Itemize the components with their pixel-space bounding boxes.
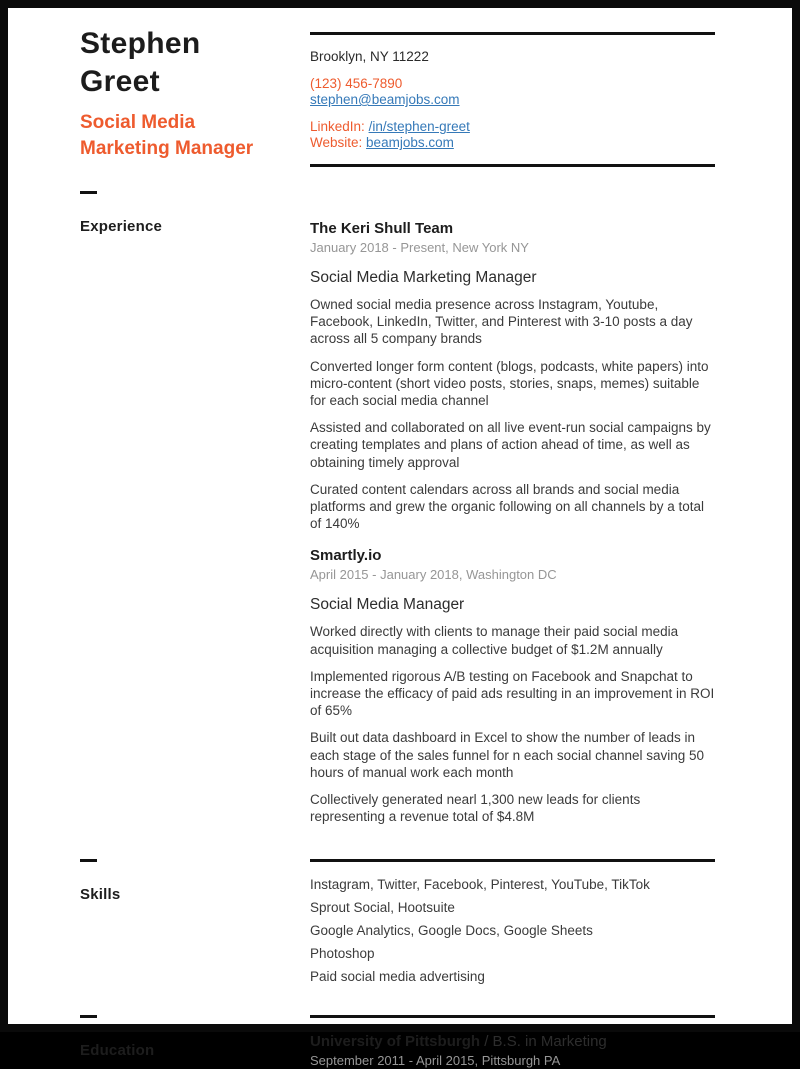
job-bullet: Collectively generated nearl 1,300 new leads for clients representing a revenue total of $4.8M bbox=[310, 792, 641, 825]
headline-job-title bbox=[80, 110, 310, 162]
skills-content bbox=[310, 859, 715, 991]
section-experience bbox=[80, 191, 715, 835]
job-bullet: Worked directly with clients to manage their paid social media acquisition managing a collective budget of $1.2M annually bbox=[310, 624, 679, 657]
job-bullet: Assisted and collaborated on all live event-run social campaigns by creating templates and plans of action ahead of time, as well as obtaining timely approval bbox=[310, 420, 711, 470]
name-line-1: Stephen bbox=[80, 27, 201, 60]
skills-heading: Skills bbox=[80, 886, 121, 904]
person-name bbox=[80, 25, 310, 101]
skill-item: Paid social media advertising bbox=[310, 969, 485, 985]
website-link[interactable]: beamjobs.com bbox=[366, 135, 454, 150]
education-dates: September 2011 - April 2015, Pittsburgh PA bbox=[310, 1053, 561, 1069]
name-block bbox=[80, 25, 310, 167]
job-dates: January 2018 - Present, New York NY bbox=[310, 240, 529, 255]
job-dates: April 2015 - January 2018, Washington DC bbox=[310, 567, 557, 583]
skill-item: Google Analytics, Google Docs, Google Sheets bbox=[310, 923, 593, 939]
section-skills bbox=[80, 859, 715, 991]
education-content bbox=[310, 1015, 715, 1069]
education-degree-line bbox=[310, 1032, 715, 1051]
job-bullet: Curated content calendars across all brands and social media platforms and grew the organic following on all channels by a total of 140% bbox=[310, 481, 704, 532]
contact-email-link[interactable]: stephen@beamjobs.com bbox=[310, 92, 460, 107]
headline-line-2: Marketing Manager bbox=[80, 138, 254, 159]
experience-heading-block bbox=[80, 191, 310, 835]
section-dash bbox=[80, 1015, 97, 1018]
linkedin-link[interactable]: /in/stephen-greet bbox=[368, 119, 470, 134]
job-entry bbox=[310, 546, 715, 825]
experience-content bbox=[310, 191, 715, 835]
linkedin-label: LinkedIn: bbox=[310, 119, 365, 134]
company-name: Smartly.io bbox=[310, 547, 382, 565]
website-label: Website: bbox=[310, 135, 363, 150]
name-line-2: Greet bbox=[80, 65, 160, 98]
skill-item: Sprout Social, Hootsuite bbox=[310, 900, 455, 916]
company-name: The Keri Shull Team bbox=[310, 220, 454, 237]
job-title: Social Media Manager bbox=[310, 596, 465, 614]
job-bullet: Owned social media presence across Instagram, Youtube, Facebook, LinkedIn, Twitter, and Pinterest with 3-10 posts a day across all 5 company brands bbox=[310, 297, 693, 347]
job-title: Social Media Marketing Manager bbox=[310, 269, 537, 286]
education-heading-block bbox=[80, 1015, 310, 1069]
job-bullet: Implemented rigorous A/B testing on Facebook and Snapchat to increase the efficacy of paid ads resulting in an improvement in ROI of 65% bbox=[310, 668, 715, 719]
contact-box bbox=[310, 32, 715, 167]
section-education bbox=[80, 1015, 715, 1069]
header bbox=[80, 25, 715, 167]
education-heading: Education bbox=[80, 1042, 155, 1060]
skills-heading-block bbox=[80, 859, 310, 991]
job-entry bbox=[310, 219, 715, 532]
skill-item: Instagram, Twitter, Facebook, Pinterest, YouTube, TikTok bbox=[310, 877, 650, 893]
education-degree: / B.S. in Marketing bbox=[480, 1033, 607, 1051]
section-dash bbox=[80, 859, 97, 862]
experience-heading: Experience bbox=[80, 218, 163, 235]
section-dash bbox=[80, 191, 97, 194]
education-school: University of Pittsburgh bbox=[310, 1033, 481, 1051]
job-bullet: Built out data dashboard in Excel to show the number of leads in each stage of the sales funnel for n each social channel saving 50 hours of manual work each month bbox=[310, 730, 705, 780]
contact-phone: (123) 456-7890 bbox=[310, 76, 403, 91]
skill-item: Photoshop bbox=[310, 946, 375, 962]
job-bullet: Converted longer form content (blogs, podcasts, white papers) into micro-content (short video posts, stories, snaps, memes) suitable for each social media channel bbox=[310, 358, 709, 409]
contact-location: Brooklyn, NY 11222 bbox=[310, 49, 429, 64]
headline-line-1: Social Media bbox=[80, 112, 196, 133]
